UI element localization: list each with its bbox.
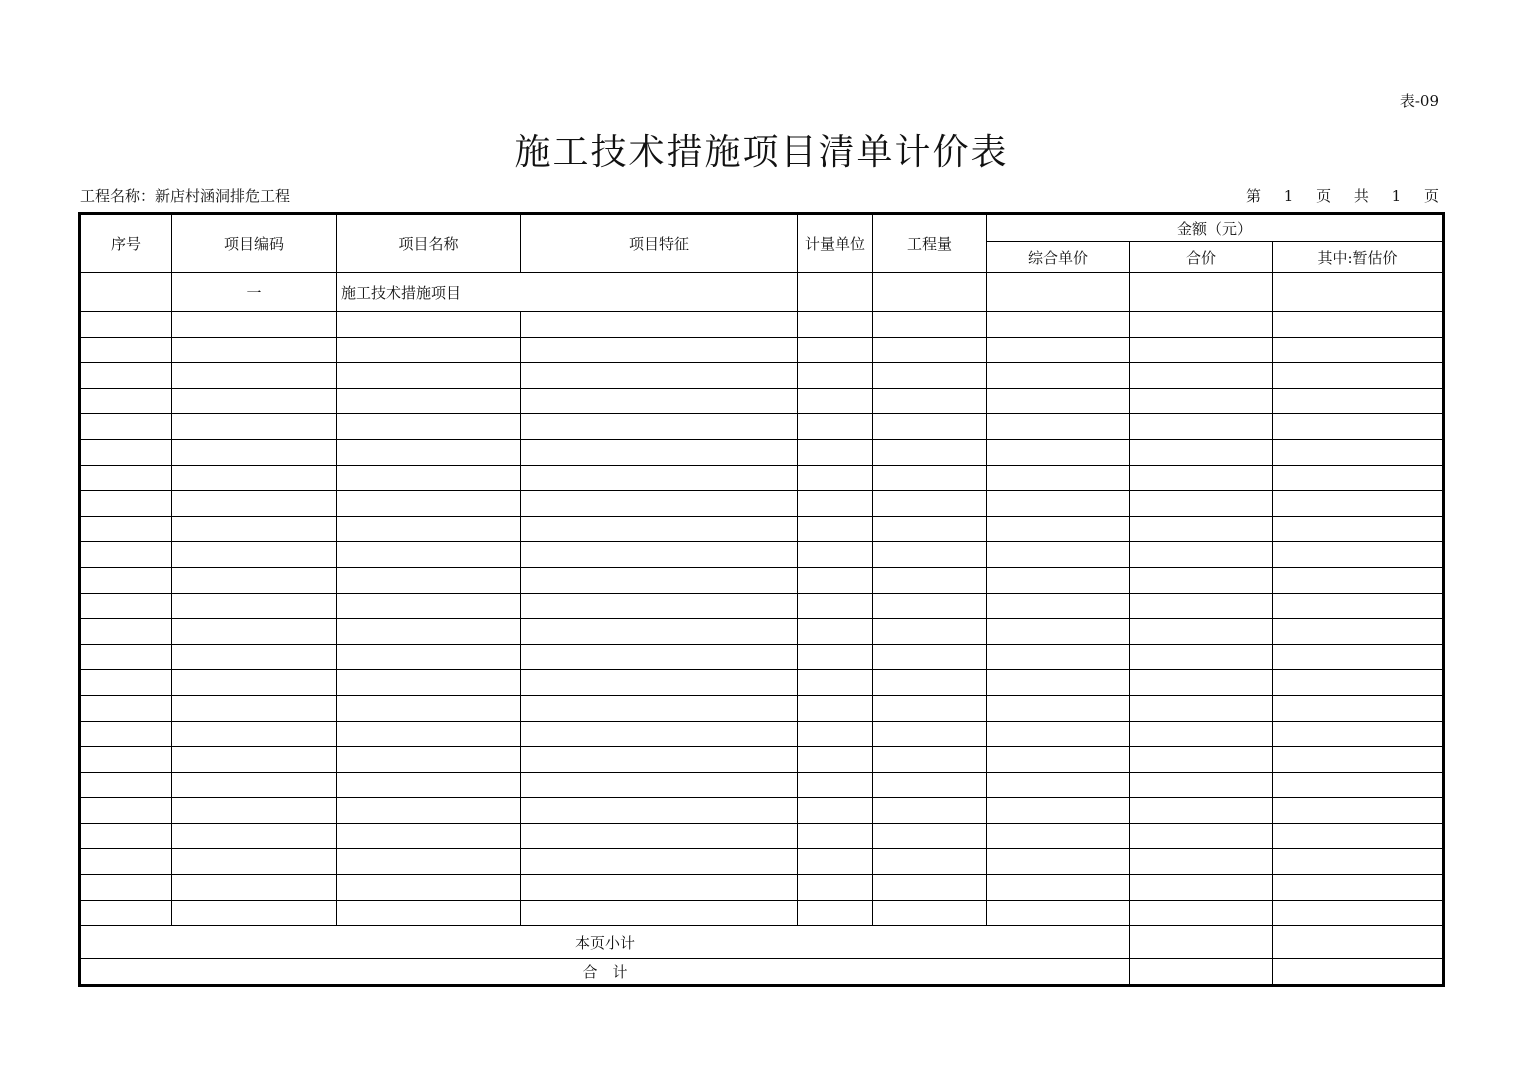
cell	[1130, 542, 1273, 568]
cell	[1273, 273, 1444, 312]
cell	[521, 772, 798, 798]
cell	[80, 439, 172, 465]
cell	[521, 567, 798, 593]
cell	[1130, 875, 1273, 901]
cell	[1130, 465, 1273, 491]
cell	[987, 747, 1130, 773]
cell	[873, 516, 987, 542]
cell	[873, 644, 987, 670]
cell	[172, 721, 337, 747]
cell	[80, 823, 172, 849]
cell	[987, 670, 1130, 696]
page-mid: 页	[1316, 187, 1332, 205]
cell	[1273, 312, 1444, 338]
cell	[1130, 747, 1273, 773]
cell	[337, 312, 521, 338]
cell	[987, 337, 1130, 363]
cell	[172, 542, 337, 568]
cell	[1273, 619, 1444, 645]
table-body	[80, 214, 1444, 986]
cell	[1130, 798, 1273, 824]
cell	[873, 823, 987, 849]
cell	[1130, 593, 1273, 619]
table-row	[80, 567, 1444, 593]
cell	[337, 619, 521, 645]
table-row	[80, 695, 1444, 721]
cell	[80, 388, 172, 414]
cell	[172, 619, 337, 645]
cell	[987, 567, 1130, 593]
subtotal-amount	[1130, 926, 1273, 959]
cell	[521, 900, 798, 926]
cell	[337, 670, 521, 696]
cell	[337, 798, 521, 824]
cell	[873, 465, 987, 491]
cell	[873, 312, 987, 338]
header-quantity: 工程量	[873, 214, 987, 273]
cell	[1273, 363, 1444, 389]
cell	[80, 772, 172, 798]
table-row	[80, 823, 1444, 849]
cell	[80, 721, 172, 747]
cell	[798, 747, 873, 773]
cell	[172, 593, 337, 619]
cell	[987, 465, 1130, 491]
cell	[521, 439, 798, 465]
cell	[1273, 721, 1444, 747]
cell	[80, 644, 172, 670]
cell	[1273, 644, 1444, 670]
cell	[337, 772, 521, 798]
cell	[521, 337, 798, 363]
cell	[337, 721, 521, 747]
cell	[337, 414, 521, 440]
cell	[987, 798, 1130, 824]
cell	[798, 849, 873, 875]
header-row-1	[80, 214, 1444, 242]
cell	[873, 567, 987, 593]
cell	[798, 695, 873, 721]
cell	[172, 491, 337, 517]
cell	[337, 542, 521, 568]
cell	[521, 363, 798, 389]
cell	[337, 644, 521, 670]
cell	[798, 900, 873, 926]
cell	[798, 823, 873, 849]
cell	[987, 644, 1130, 670]
form-number: 表-09	[1399, 92, 1439, 110]
table-row	[80, 312, 1444, 338]
pricing-table	[78, 212, 1445, 987]
header-feature: 项目特征	[521, 214, 798, 273]
cell	[337, 567, 521, 593]
cell	[337, 695, 521, 721]
header-name: 项目名称	[337, 214, 521, 273]
cell	[798, 363, 873, 389]
cell	[1130, 670, 1273, 696]
cell	[798, 542, 873, 568]
cell	[337, 849, 521, 875]
cell	[798, 721, 873, 747]
cell	[80, 414, 172, 440]
cell	[873, 388, 987, 414]
cell	[987, 414, 1130, 440]
cell	[1273, 516, 1444, 542]
cell	[521, 465, 798, 491]
header-total-price: 合价	[1130, 242, 1273, 273]
cell	[1130, 516, 1273, 542]
cell	[172, 337, 337, 363]
cell	[80, 593, 172, 619]
cell	[1130, 823, 1273, 849]
cell	[80, 619, 172, 645]
cell	[337, 337, 521, 363]
cell	[1130, 439, 1273, 465]
cell	[987, 516, 1130, 542]
cell	[798, 337, 873, 363]
table-row	[80, 516, 1444, 542]
cell	[1273, 337, 1444, 363]
cell	[521, 388, 798, 414]
cell	[873, 849, 987, 875]
header-amount-group: 金额（元）	[987, 214, 1444, 242]
cell	[80, 670, 172, 696]
cell	[873, 439, 987, 465]
total-provisional	[1273, 959, 1444, 986]
cell	[1273, 875, 1444, 901]
cell	[521, 491, 798, 517]
table-row	[80, 465, 1444, 491]
cell	[798, 619, 873, 645]
cell	[80, 900, 172, 926]
total-row	[80, 959, 1444, 986]
cell	[1130, 567, 1273, 593]
cell	[172, 312, 337, 338]
cell	[987, 900, 1130, 926]
header-unit: 计量单位	[798, 214, 873, 273]
cell	[172, 695, 337, 721]
cell	[987, 619, 1130, 645]
cell	[80, 273, 172, 312]
cell	[798, 875, 873, 901]
cell	[1130, 619, 1273, 645]
cell	[987, 388, 1130, 414]
cell	[1130, 900, 1273, 926]
cell	[521, 619, 798, 645]
cell	[1273, 465, 1444, 491]
cell	[987, 491, 1130, 517]
cell	[1273, 747, 1444, 773]
subtotal-provisional	[1273, 926, 1444, 959]
cell	[798, 439, 873, 465]
cell	[873, 414, 987, 440]
cell	[337, 593, 521, 619]
cell	[873, 491, 987, 517]
cell	[1273, 388, 1444, 414]
page-total: 1	[1391, 187, 1402, 205]
cell	[987, 823, 1130, 849]
cell	[80, 363, 172, 389]
table-row	[80, 875, 1444, 901]
cell	[987, 363, 1130, 389]
cell	[1130, 695, 1273, 721]
cell	[172, 900, 337, 926]
cell	[521, 875, 798, 901]
cell	[873, 875, 987, 901]
cell	[873, 273, 987, 312]
table-row	[80, 337, 1444, 363]
cell	[798, 465, 873, 491]
cell	[521, 593, 798, 619]
cell	[521, 670, 798, 696]
cell	[337, 823, 521, 849]
cell	[172, 823, 337, 849]
cell	[1130, 644, 1273, 670]
table-row	[80, 619, 1444, 645]
total-prefix: 共	[1353, 187, 1369, 205]
cell	[873, 695, 987, 721]
table-row	[80, 491, 1444, 517]
table-row	[80, 388, 1444, 414]
subtotal-label: 本页小计	[80, 926, 1130, 959]
project-label: 工程名称：	[80, 187, 156, 205]
cell	[521, 798, 798, 824]
table-row	[80, 670, 1444, 696]
subtotal-row	[80, 926, 1444, 959]
cell	[1130, 337, 1273, 363]
cell	[337, 465, 521, 491]
cell	[1130, 273, 1273, 312]
cell	[80, 516, 172, 542]
cell	[172, 388, 337, 414]
cell	[80, 798, 172, 824]
cell	[172, 516, 337, 542]
cell	[1273, 849, 1444, 875]
header-code: 项目编码	[172, 214, 337, 273]
cell	[172, 439, 337, 465]
cell	[521, 747, 798, 773]
table-row	[80, 439, 1444, 465]
cell	[1273, 414, 1444, 440]
cell	[172, 747, 337, 773]
cell	[1130, 312, 1273, 338]
cell	[1130, 491, 1273, 517]
cell	[1273, 567, 1444, 593]
cell	[80, 695, 172, 721]
section-name: 施工技术措施项目	[337, 273, 798, 312]
page-current: 1	[1283, 187, 1294, 205]
cell	[521, 644, 798, 670]
cell	[873, 593, 987, 619]
cell	[1273, 670, 1444, 696]
header-seq: 序号	[80, 214, 172, 273]
cell	[172, 363, 337, 389]
cell	[521, 849, 798, 875]
cell	[1273, 823, 1444, 849]
cell	[521, 312, 798, 338]
cell	[798, 312, 873, 338]
cell	[987, 772, 1130, 798]
cell	[80, 337, 172, 363]
cell	[798, 388, 873, 414]
cell	[873, 798, 987, 824]
page-info	[1246, 185, 1439, 206]
cell	[172, 798, 337, 824]
table-row	[80, 747, 1444, 773]
table-row	[80, 542, 1444, 568]
project-name: 新店村涵洞排危工程	[155, 187, 291, 205]
cell	[1273, 491, 1444, 517]
cell	[337, 491, 521, 517]
cell	[798, 273, 873, 312]
cell	[521, 414, 798, 440]
cell	[987, 312, 1130, 338]
cell	[521, 823, 798, 849]
cell	[1130, 849, 1273, 875]
cell	[873, 670, 987, 696]
cell	[172, 849, 337, 875]
cell	[337, 388, 521, 414]
cell	[337, 516, 521, 542]
table-row	[80, 849, 1444, 875]
cell	[798, 772, 873, 798]
total-label: 合 计	[80, 959, 1130, 986]
cell	[80, 465, 172, 491]
cell	[873, 363, 987, 389]
cell	[1273, 798, 1444, 824]
cell	[798, 593, 873, 619]
cell	[987, 542, 1130, 568]
cell	[873, 900, 987, 926]
page-title: 施工技术措施项目清单计价表	[514, 132, 1009, 173]
cell	[80, 567, 172, 593]
cell	[1273, 542, 1444, 568]
cell	[172, 644, 337, 670]
cell	[873, 772, 987, 798]
cell	[80, 491, 172, 517]
table-row	[80, 363, 1444, 389]
table-row	[80, 721, 1444, 747]
cell	[521, 516, 798, 542]
cell	[873, 619, 987, 645]
cell	[521, 721, 798, 747]
cell	[172, 414, 337, 440]
table-row	[80, 593, 1444, 619]
table-row	[80, 414, 1444, 440]
total-amount	[1130, 959, 1273, 986]
cell	[80, 542, 172, 568]
cell	[987, 721, 1130, 747]
cell	[873, 747, 987, 773]
cell	[172, 465, 337, 491]
cell	[798, 798, 873, 824]
cell	[1273, 900, 1444, 926]
cell	[1130, 388, 1273, 414]
cell	[798, 670, 873, 696]
cell	[1130, 414, 1273, 440]
cell	[987, 875, 1130, 901]
cell	[172, 567, 337, 593]
cell	[521, 542, 798, 568]
cell	[80, 312, 172, 338]
cell	[987, 593, 1130, 619]
section-code: 一	[172, 273, 337, 312]
cell	[798, 644, 873, 670]
cell	[1130, 772, 1273, 798]
cell	[987, 439, 1130, 465]
cell	[1130, 363, 1273, 389]
table-row	[80, 798, 1444, 824]
cell	[172, 772, 337, 798]
header-unit-price: 综合单价	[987, 242, 1130, 273]
page-prefix: 第	[1245, 187, 1261, 205]
cell	[337, 439, 521, 465]
cell	[337, 747, 521, 773]
cell	[1273, 695, 1444, 721]
project-name-line	[80, 185, 290, 206]
header-provisional: 其中:暂估价	[1273, 242, 1444, 273]
page-suffix: 页	[1423, 187, 1439, 205]
cell	[337, 363, 521, 389]
cell	[172, 670, 337, 696]
cell	[987, 695, 1130, 721]
cell	[337, 875, 521, 901]
cell	[987, 849, 1130, 875]
cell	[873, 542, 987, 568]
cell	[1130, 721, 1273, 747]
table-row	[80, 644, 1444, 670]
cell	[873, 721, 987, 747]
cell	[521, 695, 798, 721]
cell	[80, 875, 172, 901]
cell	[172, 875, 337, 901]
cell	[798, 516, 873, 542]
cell	[1273, 593, 1444, 619]
cell	[798, 491, 873, 517]
cell	[798, 567, 873, 593]
cell	[337, 900, 521, 926]
cell	[80, 849, 172, 875]
table-row	[80, 900, 1444, 926]
table-row	[80, 772, 1444, 798]
cell	[80, 747, 172, 773]
cell	[798, 414, 873, 440]
cell	[1273, 439, 1444, 465]
cell	[987, 273, 1130, 312]
cell	[1273, 772, 1444, 798]
section-row	[80, 273, 1444, 312]
cell	[873, 337, 987, 363]
